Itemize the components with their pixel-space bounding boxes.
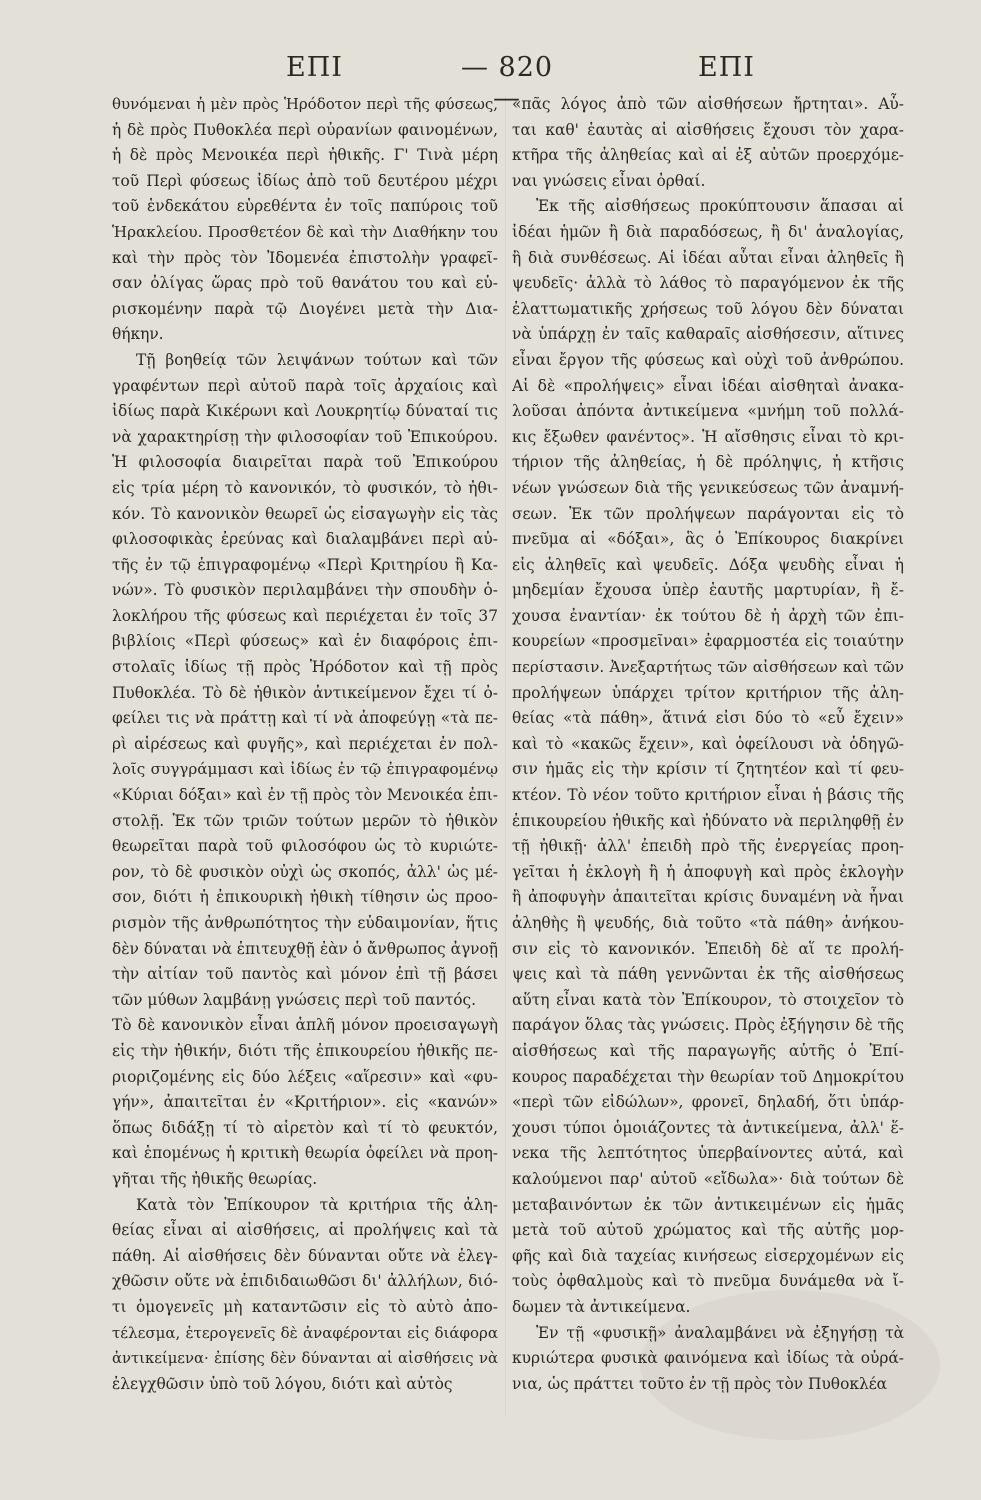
left-column-text-line: τῶν μύθων λαμβάνῃ γνώσεις περὶ τοῦ παντός. — [112, 990, 477, 1009]
left-column-text-line: Κατὰ τὸν Ἐπίκουρον τὰ κριτήρια τῆς ἀλη- — [136, 1195, 498, 1214]
column-divider — [505, 96, 506, 1416]
left-column-text-line: χθῶσιν οὔτε νὰ ἐπιδιδαιωθῶσι δι' ἀλλήλων, διό- — [112, 1272, 498, 1291]
left-column-text-line: θείας εἶναι αἱ αἰσθήσεις, αἱ προλήψεις καὶ τὰ — [112, 1221, 498, 1240]
right-column-text-line: νὰ ὑπάρχῃ ἐν ταῖς καθαραῖς αἰσθήσεσιν, αἵτινες — [512, 325, 904, 344]
left-column-text-line: εἰς τρία μέρη τὸ κανονικόν, τὸ φυσικόν, τὸ ἠθι- — [112, 478, 498, 497]
right-column-text-line: κουρείων «προσμεῖναι» ἐφαρμοστέα εἰς τοιαύτην — [512, 632, 904, 651]
left-column-text-line: θήκην. — [112, 325, 164, 344]
left-column-text-line: πάθη. Αἱ αἰσθήσεις δὲν δύνανται οὔτε νὰ ἐλεγ- — [112, 1246, 498, 1265]
right-column-text-line: κτῆρα τῆς ἀληθείας καὶ αἱ ἐξ αὐτῶν προερχόμε- — [512, 146, 904, 165]
left-column-text-line: τοῦ ἑνδεκάτου εὑρεθέντα ἐν τοῖς παπύροις τοῦ — [112, 197, 498, 216]
right-column-text-line: πνεῦμα αἱ «δόξαι», ἃς ὁ Ἐπίκουρος διακρίνει — [512, 530, 904, 549]
left-column-text-line: τι ὁμογενεῖς μὴ καταντῶσιν εἰς τὸ αὐτὸ ἀπο- — [112, 1297, 498, 1316]
left-column-text-line: ὅπως διδάξῃ τί τὸ αἱρετὸν καὶ τί τὸ φευκτόν, — [112, 1118, 498, 1137]
right-column-text-line: φῆς καὶ διὰ ταχείας κινήσεως εἰσερχομένων εἰς — [512, 1246, 904, 1265]
left-column-text-line: εἰς τὴν ἠθικήν, διότι τῆς ἐπικουρείου ἠθικῆς πε- — [112, 1041, 498, 1060]
left-column-text-line: στολῇ. Ἐκ τῶν τριῶν τούτων μερῶν τὸ ἠθικὸν — [112, 811, 498, 830]
left-column-text-line: ἡ δὲ πρὸς Πυθοκλέα περὶ οὐρανίων φαινομένων, — [112, 120, 498, 139]
right-column-text-line: δωμεν τὰ ἀντικείμενα. — [512, 1297, 691, 1316]
right-column-text-line: κις ἔξωθεν φανέντος». Ἡ αἴσθησις εἶναι τὸ κρι- — [512, 427, 904, 446]
page-number: — 820 — — [460, 52, 554, 114]
left-column-text-line: Ἡ φιλοσοφία διαιρεῖται παρὰ τοῦ Ἐπικούρου — [112, 453, 498, 472]
right-column-text-line: ται καθ' ἑαυτὰς αἱ αἰσθήσεις ἔχουσι τὸν χαρα- — [512, 120, 904, 139]
header-right-keyword: ΕΠΙ — [698, 52, 755, 83]
right-column-text-line: περίστασιν. Ἀνεξαρτήτως τῶν αἰσθήσεων καὶ τῶν — [512, 658, 904, 677]
left-column-text-line: νὰ χαρακτηρίσῃ τὴν φιλοσοφίαν τοῦ Ἐπικούρου. — [112, 427, 498, 446]
right-column-text-line: εἰς ἀληθεῖς καὶ ψευδεῖς. Δόξα ψευδὴς εἶναι ἡ — [512, 555, 904, 574]
left-column-text-line: Τῇ βοηθείᾳ τῶν λειψάνων τούτων καὶ τῶν — [136, 350, 498, 369]
right-column-text-line: σεων. Ἐκ τῶν προλήψεων παράγονται εἰς τὸ — [512, 504, 904, 523]
left-column-text-line: τῆς ἐν τῷ ἐπιγραφομένῳ «Περὶ Κριτηρίου ἢ Κα- — [112, 555, 498, 574]
right-column-text-line: προλήψεων ὑπάρχει τρίτον κριτήριον τῆς ἀλη- — [512, 683, 904, 702]
left-column-text-line: κόν. Τὸ κανονικὸν θεωρεῖ ὡς εἰσαγωγὴν εἰς τὰς — [112, 504, 498, 523]
right-column-text-line: νέων γνώσεων διὰ τῆς γενικεύσεως τῶν ἀναμνή- — [512, 478, 904, 497]
left-column-text-line: θεωρεῖται παρὰ τοῦ φιλοσόφου ὡς τὸ κυριώτε- — [112, 837, 498, 856]
left-column-text-line: γήν», ἀπαιτεῖται ἐν «Κριτήριον». εἰς «κανών» — [112, 1093, 498, 1112]
left-column-text-line: λοῖς συγγράμμασι καὶ ἰδίως ἐν τῷ ἐπιγραφομένῳ — [112, 760, 498, 779]
right-column-text-line: Αἱ δὲ «προλήψεις» εἶναι ἰδέαι αἰσθηταὶ ἀνακα- — [512, 376, 904, 395]
right-column-text-line: ἀληθὴς ἢ ψευδής, διὰ τοῦτο «τὰ πάθη» ἀνήκου- — [512, 914, 904, 932]
left-column-text-line: ριοριζομένης εἰς δύο λέξεις «αἵρεσιν» καὶ «φυ- — [112, 1067, 498, 1086]
left-column-text-line: «Κύριαι δόξαι» καὶ ἐν τῇ πρὸς τὸν Μενοικέα ἐπι- — [112, 786, 498, 805]
left-column-text-line: Τὸ δὲ κανονικὸν εἶναι ἁπλῆ μόνον προεισαγωγὴ — [112, 1016, 498, 1035]
left-column-text-line: ἐλεγχθῶσιν ὑπὸ τοῦ λόγου, διότι καὶ αὐτὸς — [112, 1374, 453, 1393]
left-column-text-line: ἡ δὲ πρὸς Μενοικέα περὶ ἠθικῆς. Γ' Τινὰ μέρη — [112, 146, 498, 165]
right-column-text-line: παράγον ὅλας τὰς γνώσεις. Πρὸς ἐξήγησιν δὲ τῆς — [512, 1016, 904, 1035]
left-column-text-line: ρισκομένην παρὰ τῷ Διογένει μετὰ τὴν Δια- — [112, 299, 498, 318]
left-column-text-line: στολαῖς ἰδίως τῇ πρὸς Ἡρόδοτον καὶ τῇ πρὸς — [112, 658, 498, 677]
right-column-text-line: γεῖται ἡ ἐκλογὴ ἢ ἡ ἀποφυγὴ καὶ πρὸς ἐκλογὴν — [512, 862, 904, 881]
right-column-text-line: ἢ ἀποφυγὴν ἀπαιτεῖται κρίσις δυναμένη νὰ ἦναι — [512, 888, 904, 907]
left-column-text-line: φείλει τις νὰ πράττῃ καὶ τί νὰ ἀποφεύγῃ «τὰ πε- — [112, 709, 498, 728]
right-column-text-line: ψεις καὶ τὰ πάθη γεννῶνται ἐκ τῆς αἰσθήσεως — [512, 965, 904, 984]
left-column-text-line: ἰδίως παρὰ Κικέρωνι καὶ Λουκρητίῳ δύναταί τις — [112, 402, 498, 421]
right-column-text-line: «περὶ τῶν εἰδώλων», φρονεῖ, δηλαδή, ὅτι ὑπάρ- — [512, 1093, 904, 1112]
right-column-text-line: μετὰ τοῦ αὐτοῦ χρώματος καὶ τῆς αὐτῆς μορ- — [512, 1221, 904, 1240]
right-column-text-line: τῇ ἠθικῇ· ἀλλ' ἐπειδὴ πρὸ τῆς ἐνεργείας προη- — [512, 837, 904, 856]
left-column-text-line: τέλεσμα, ἑτερογενεῖς δὲ ἀναφέρονται εἰς διάφορα — [112, 1323, 498, 1342]
left-column-text-line: καὶ τὴν πρὸς τὸν Ἰδομενέα ἐπιστολὴν γραφεῖ- — [112, 248, 498, 267]
right-column-text-line: λοῦσαι ἀπόντα ἀντικείμενα «μνήμη τοῦ πολλά- — [512, 402, 904, 421]
left-column-text-line: Πυθοκλέα. Τὸ δὲ ἠθικὸν ἀντικείμενον ἔχει τί ὀ- — [112, 683, 498, 702]
right-column-text-line: ἢ διὰ συνθέσεως. Αἱ ἰδέαι αὗται εἶναι ἀληθεῖς ἢ — [512, 248, 904, 267]
right-column-text-line: τοὺς ὀφθαλμοὺς καὶ τὸ πνεῦμα δυνάμεθα νὰ ἴ- — [512, 1272, 904, 1291]
right-column-text-line: τήριον τῆς ἀληθείας, ἡ δὲ πρόληψις, ἡ κτῆσις — [512, 453, 904, 472]
right-column-text-line: κυριώτερα φυσικὰ φαινόμενα καὶ ἰδίως τὰ οὐρά- — [512, 1349, 904, 1368]
right-column-text-line: ἐπικουρείου ἠθικῆς καὶ ἠδύνατο νὰ περιληφθῇ ἐν — [512, 811, 904, 830]
left-column-text-line: νών». Τὸ φυσικὸν περιλαμβάνει τὴν σπουδὴν ὁ- — [112, 581, 498, 600]
right-column-text-line: σιν ἡμᾶς εἰς τὴν κρίσιν τί ζητητέον καὶ τί φευ- — [512, 760, 904, 779]
right-column-text-line: εἶναι ἔργον τῆς φύσεως καὶ οὐχὶ τοῦ ἀνθρώπου. — [512, 350, 904, 369]
left-column — [112, 92, 498, 1397]
right-column-text-line: μηδεμίαν ἔχουσα ὑπὲρ ἑαυτῆς μαρτυρίαν, ἢ ἔ- — [512, 581, 904, 600]
left-column-text-line: θυνόμεναι ἡ μὲν πρὸς Ἡρόδοτον περὶ τῆς φύσεως, — [112, 95, 498, 113]
header-left-keyword: ΕΠΙ — [286, 52, 343, 83]
right-column-text-line: σιν εἰς τὸ κανονικόν. Ἐπειδὴ δὲ αἵ τε προλή- — [512, 939, 904, 958]
right-column-text-line: καὶ τὸ «κακῶς ἔχειν», καὶ ὀφείλουσι νὰ ὁδηγῶ- — [512, 734, 904, 753]
right-column-text-line: ἐλαττωματικῆς χρήσεως τοῦ λόγου δὲν δύναται — [512, 299, 904, 318]
right-column — [512, 92, 904, 1397]
left-column-text-line: σον, διότι ἡ ἐπικουρικὴ ἠθικὴ τίθησιν ὡς προο- — [112, 888, 498, 907]
right-column-text-line: χουσι τύποι ὁμοιάζοντες τὰ ἀντικείμενα, ἀλλ' ἕ- — [512, 1118, 904, 1137]
left-column-text-line: δὲν δύναται νὰ ἐπιτευχθῇ ἐὰν ὁ ἄνθρωπος ἀγνοῇ — [112, 939, 498, 958]
left-column-text-line: Ἡρακλείου. Προσθετέον δὲ καὶ τὴν Διαθήκην του — [112, 222, 498, 241]
right-column-text-line: ψευδεῖς· ἀλλὰ τὸ λάθος τὸ παραγόμενον ἐκ τῆς — [512, 274, 904, 293]
left-column-text-line: ρισμὸν τῆς ἀνθρωπότητος τὴν εὐδαιμονίαν, ἥτις — [112, 914, 498, 932]
right-column-text-line: θείας «τὰ πάθη», ἅτινά εἰσι δύο τὸ «εὖ ἔχειν» — [512, 709, 904, 728]
right-column-text-line: κουρος παραδέχεται τὴν θεωρίαν τοῦ Δημοκρίτου — [512, 1067, 904, 1086]
left-column-text-line: τοῦ Περὶ φύσεως ἰδίως ἀπὸ τοῦ δευτέρου μέχρι — [112, 171, 498, 190]
right-column-text-line: ναι γνώσεις εἶναι ὀρθαί. — [512, 171, 706, 190]
right-column-text-line: ἰδέαι ἡμῶν ἢ διὰ παραδόσεως, ἢ δι' ἀναλογίας, — [512, 222, 904, 241]
left-column-text-line: λοκλήρου τῆς φύσεως καὶ περιέχεται ἐν τοῖς 37 — [112, 606, 498, 625]
left-column-text-line: καὶ ἑπομένως ἡ κριτικὴ θεωρία ὀφείλει νὰ προη- — [112, 1144, 498, 1163]
left-column-text-line: φιλοσοφικὰς ἐρεύνας καὶ διαλαμβάνει περὶ αὐ- — [112, 530, 498, 549]
right-column-text-line: αὕτη εἶναι κατὰ τὸν Ἐπίκουρον, τὸ στοιχεῖον τὸ — [512, 990, 904, 1009]
right-column-text-line: μεταβαινόντων ἐκ τῶν ἀντικειμένων εἰς ἡμᾶς — [512, 1195, 904, 1214]
left-column-text-line: γραφέντων περὶ αὐτοῦ παρὰ τοῖς ἀρχαίοις καὶ — [112, 376, 498, 395]
right-column-text-line: Ἐν τῇ «φυσικῇ» ἀναλαμβάνει νὰ ἐξηγήσῃ τὰ — [536, 1323, 904, 1342]
left-column-text-line: γῆται τῆς ἠθικῆς θεωρίας. — [112, 1169, 318, 1188]
right-column-text-line: νια, ὡς πράττει τοῦτο ἐν τῇ πρὸς τὸν Πυθοκλέα — [512, 1374, 888, 1393]
right-column-text-line: Ἐκ τῆς αἰσθήσεως προκύπτουσιν ἅπασαι αἱ — [536, 197, 904, 216]
right-column-text-line: κτέον. Τὸ νέον τοῦτο κριτήριον εἶναι ἡ βάσις τῆς — [512, 786, 904, 805]
right-column-text-line: χουσα ἐναντίαν· ἐκ τούτου δὲ ἡ ἀρχὴ τῶν ἐπι- — [512, 606, 904, 625]
left-column-text-line: τὴν αἰτίαν τοῦ παντὸς καὶ μόνον ἐπὶ τῇ βάσει — [112, 965, 498, 984]
left-column-text-line: σαν ὀλίγας ὥρας πρὸ τοῦ θανάτου του καὶ εὑ- — [112, 274, 498, 293]
left-column-text-line: βιβλίοις «Περὶ φύσεως» καὶ ἐν διαφόροις ἐπι- — [112, 632, 498, 651]
right-column-text-line: «πᾶς λόγος ἀπὸ τῶν αἰσθήσεων ἤρτηται». Αὗ- — [512, 95, 904, 113]
right-column-text-line: καλούμενοι παρ' αὐτοῦ «εἴδωλα»· διὰ τούτων δὲ — [512, 1169, 904, 1188]
left-column-text-line: ρὶ αἱρέσεως καὶ φυγῆς», καὶ περιέχεται ἐν πολ- — [112, 734, 498, 753]
left-column-text-line: ἀντικείμενα· ἐπίσης δὲν δύνανται αἱ αἰσθήσεις νὰ — [112, 1350, 498, 1368]
right-column-text-line: αἰσθήσεως καὶ τῆς παραγωγῆς αὐτῆς ὁ Ἐπί- — [512, 1041, 904, 1060]
left-column-text-line: ρον, τὸ δὲ φυσικὸν οὐχὶ ὡς σκοπός, ἀλλ' ὡς μέ- — [112, 862, 498, 881]
right-column-text-line: νεκα τῆς λεπτότητος ὑπερβαίνοντες αὐτά, καὶ — [512, 1144, 904, 1163]
